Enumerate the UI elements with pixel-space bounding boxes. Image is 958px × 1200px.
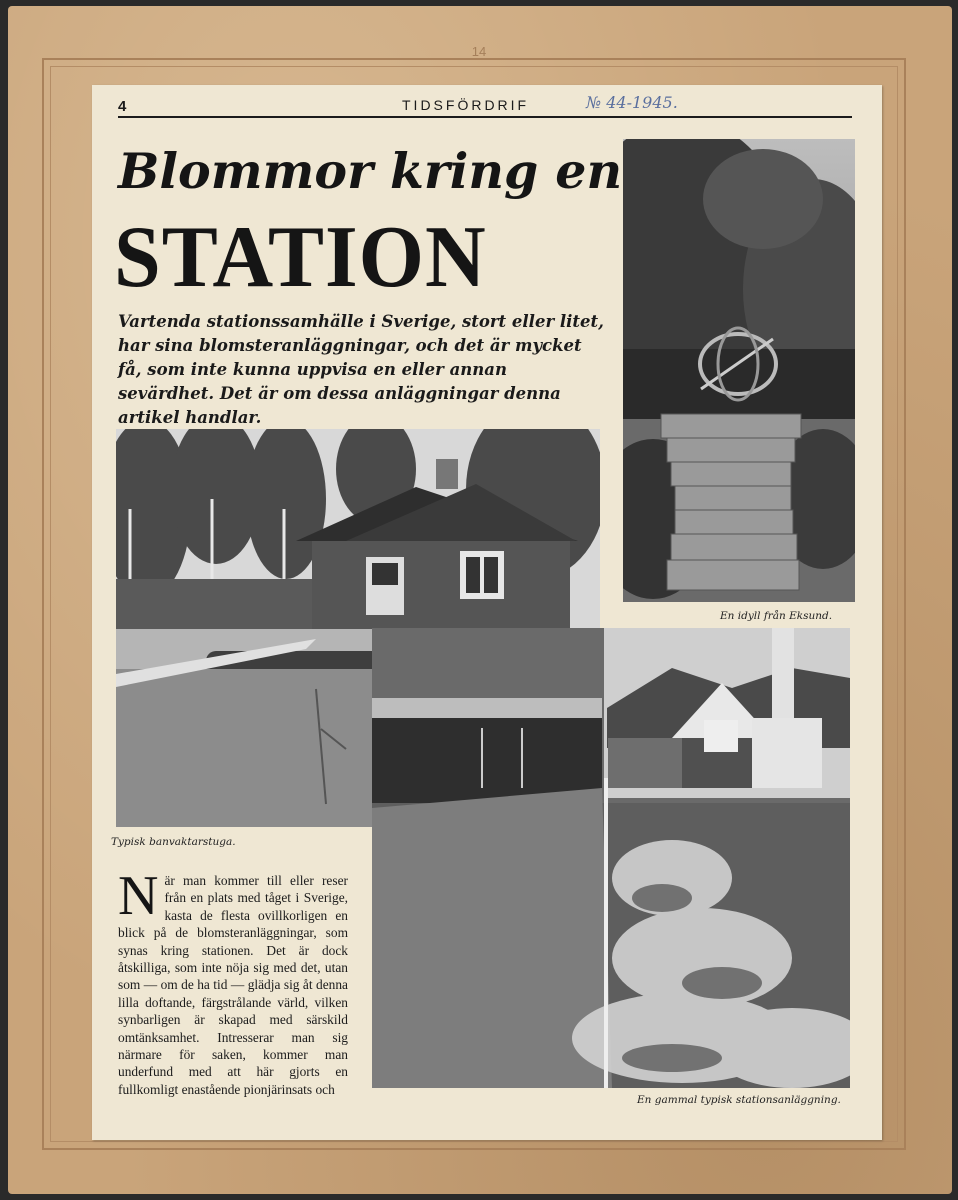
article-body-text: är man kommer till eller reser från en plats med tåget i Sverige, kasta de flesta ovillkorligen en blick på de blomsteranläggningar, som synas kring stationen. Det är dock åtskilliga, som inte nöja sig med det, utan som — om de ha tid — glädja sig åt denna lilla doftande, färgstrålande värld, vilken synbarligen är skapad med särskild omtänksamhet. Intresserar man sig närmare för saken, kommer man underfund med att här gjorts en fullkomligt enastående pionjärinsats och [118,873,348,1097]
article-title-line2: STATION [114,208,487,306]
caption-banvaktarstuga: Typisk banvaktarstuga. [111,836,236,848]
header-rule [118,116,852,118]
album-page-number: 14 [471,44,487,59]
photo-stationsanlaggning [372,628,850,1088]
magazine-name: TIDSFÖRDRIF [402,97,530,113]
article-title-line1: Blommor kring en [118,142,623,200]
article-lead: Vartenda stationssamhälle i Sverige, stort eller litet, har sina blomsteranläggningar, och det är mycket få, som inte kunna uppvisa en eller annan sevärdhet. Det är om dessa anläggningar denna artikel handlar. [118,312,604,427]
caption-eksund: En idyll från Eksund. [720,610,833,622]
handwritten-note: № 44-1945. [586,93,678,112]
magazine-page-number: 4 [118,98,127,115]
photo-eksund [623,139,855,602]
drop-cap: N [118,865,159,927]
caption-stationsanlaggning: En gammal typisk stationsanläggning. [637,1094,841,1106]
article-body [118,865,348,1098]
